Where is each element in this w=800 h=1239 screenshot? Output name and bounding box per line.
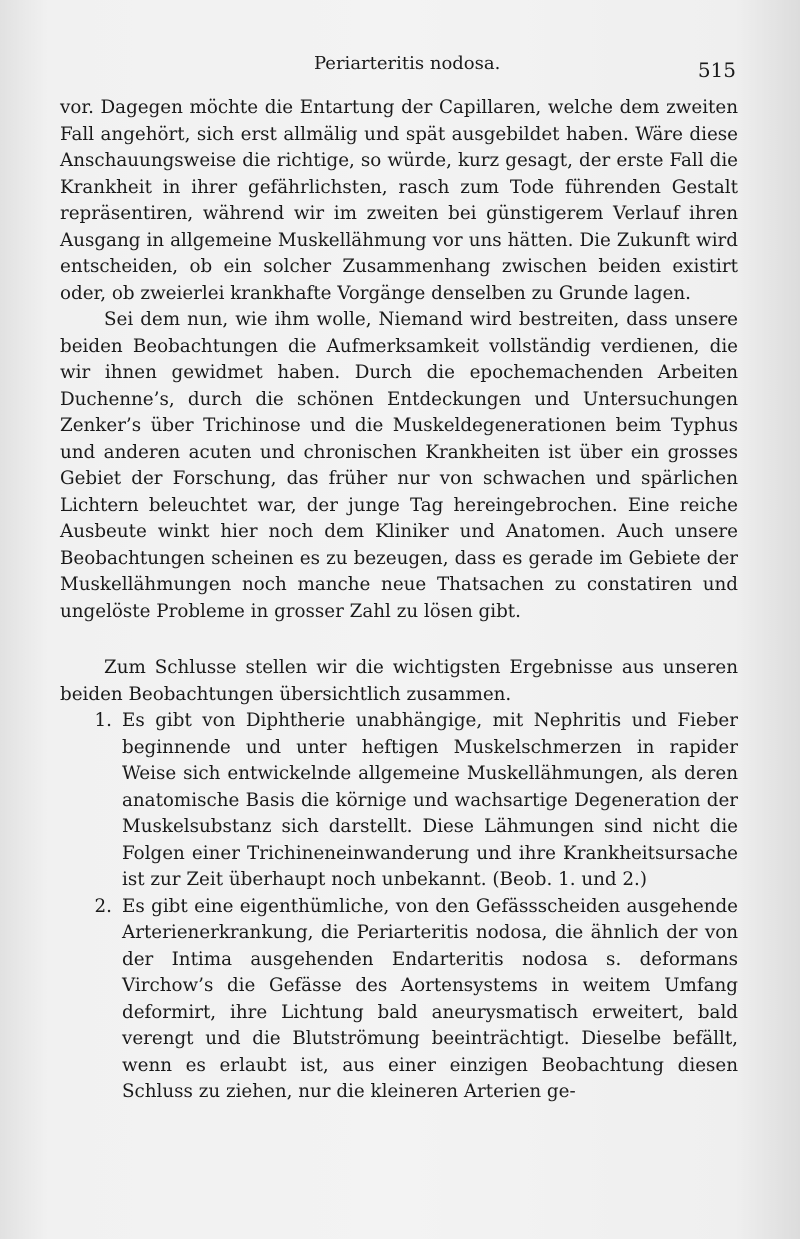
summary-intro: Zum Schlusse stellen wir die wichtigsten Ergebnisse aus unseren beiden Beobachtungen übersichtlich zusammen. xyxy=(60,657,738,705)
paragraph-continuation: vor. Dagegen möchte die Entartung der Capillaren, welche dem zweiten Fall angehört, sich erst allmälig und spät ausgebildet haben. Wäre diese Anschauungsweise die richtige, so würde, kurz gesagt, der erste Fall die Krankheit in ihrer gefährlichsten, rasch zum Tode führenden Gestalt repräsentiren, während wir im zweiten bei günstigerem Verlauf ihren Ausgang in allgemeine Muskellähmung vor uns hätten. Die Zukunft wird entscheiden, ob ein solcher Zusammenhang zwischen beiden existirt oder, ob zweierlei krankhafte Vorgänge denselben zu Grunde lagen. xyxy=(60,97,738,304)
list-item-number: 1. xyxy=(94,710,112,731)
paragraph-discussion: Sei dem nun, wie ihm wolle, Niemand wird bestreiten, dass unsere beiden Beobachtungen die Aufmerksamkeit vollständig verdienen, die wir ihnen gewidmet haben. Durch die epochemachenden Arbeiten Duchenne’s, durch die schönen Entdeckungen und Untersuchungen Zenker’s über Trichinose und die Muskeldegenerationen beim Typhus und anderen acuten und chronischen Krankheiten ist über ein grosses Gebiet der Forschung, das früher nur von schwachen und spärlichen Lichtern beleuchtet war, der junge Tag hereingebrochen. Eine reiche Ausbeute winkt hier noch dem Kliniker und Anatomen. Auch unsere Beobachtungen scheinen es zu bezeugen, dass es gerade im Gebiete der Muskellähmungen noch manche neue Thatsachen zu constatiren und ungelöste Probleme in grosser Zahl zu lösen gibt. xyxy=(60,309,738,622)
results-list xyxy=(60,708,738,1106)
page-header xyxy=(60,50,740,80)
list-item-number: 2. xyxy=(94,895,112,917)
page-number: 515 xyxy=(697,58,736,82)
list-item xyxy=(60,894,738,1106)
page-body xyxy=(60,95,738,1106)
list-item-text: Es gibt eine eigenthümliche, von den Gefässscheiden ausgehende Arterienerkrankung, die Periarteritis nodosa, die ähnlich der von der Intima ausgehenden Endarteritis nodosa s. deformans Virchow’s die Gefässe des Aortensystems in weitem Umfang deformirt, ihre Lichtung bald aneurysmatisch erweitert, bald verengt und die Blutströmung beeinträchtigt. Dieselbe befällt, wenn es erlaubt ist, aus einer einzigen Beobachtung diesen Schluss zu ziehen, nur die kleineren Arterien ge- xyxy=(122,895,738,1102)
list-item xyxy=(60,708,738,894)
running-title: Periarteritis nodosa. xyxy=(314,53,501,74)
list-item-text: Es gibt von Diphtherie unabhängige, mit Nephritis und Fieber beginnende und unter heftigen Muskelschmerzen in rapider Weise sich entwickelnde allgemeine Muskellähmungen, als deren anatomische Basis die körnige und wachsartige Degeneration der Muskelsubstanz sich darstellt. Diese Lähmungen sind nicht die Folgen einer Trichineneinwanderung und ihre Krankheitsursache ist zur Zeit überhaupt noch unbekannt. (Beob. 1. und 2.) xyxy=(122,710,738,890)
section-gap xyxy=(60,625,738,655)
